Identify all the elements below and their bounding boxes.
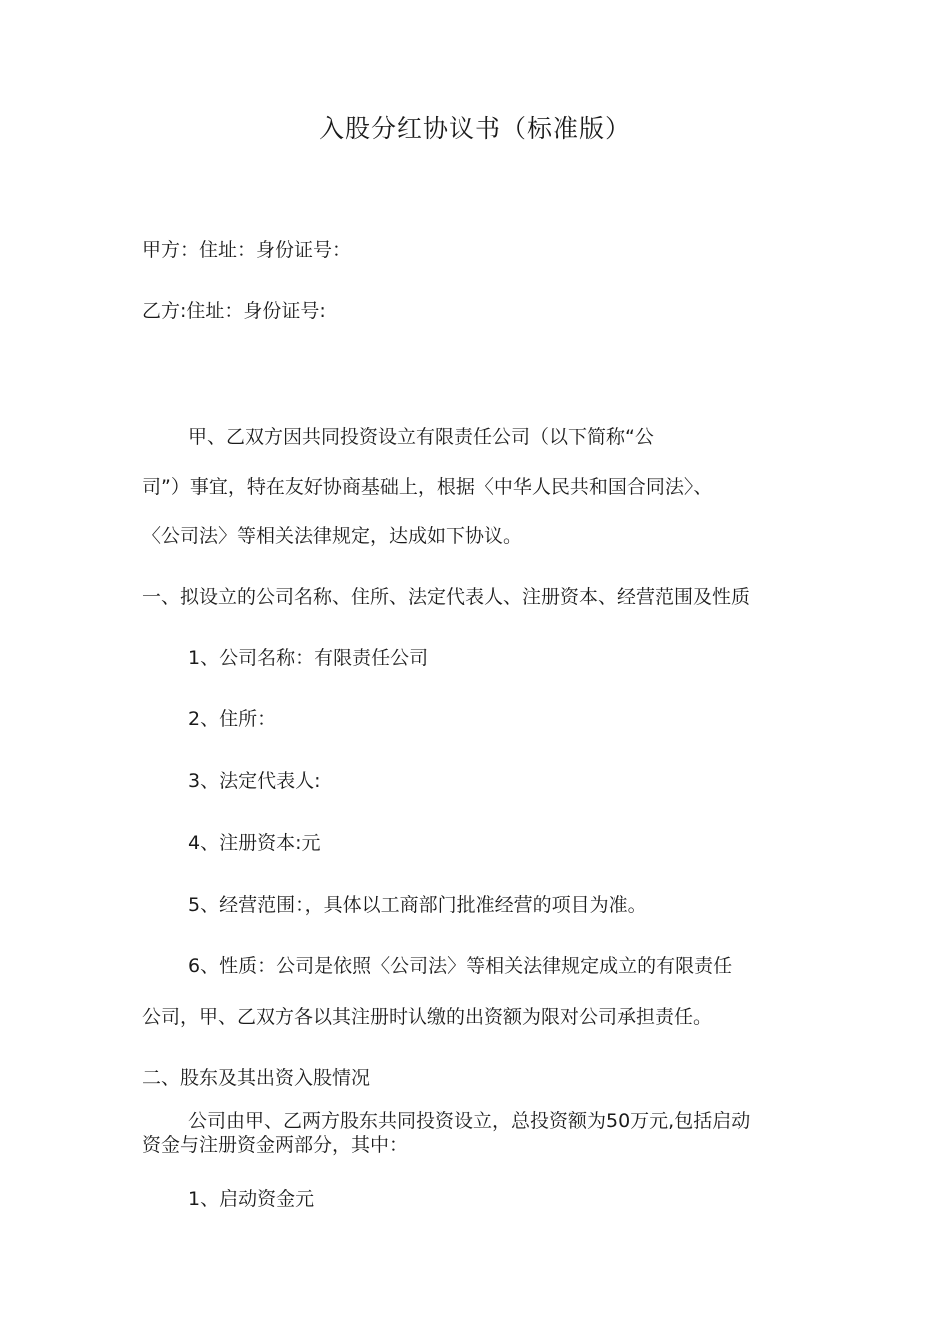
section2-para-line-1: 公司由甲、乙两方股东共同投资设立，总投资额为50万元,包括启动 <box>188 1110 751 1132</box>
section1-heading: 一、拟设立的公司名称、住所、法定代表人、注册资本、经营范围及性质 <box>142 586 751 608</box>
section1-item-2: 2、住所： <box>188 708 277 730</box>
section1-item-1: 1、公司名称：有限责任公司 <box>188 647 429 669</box>
section2-item-1: 1、启动资金元 <box>188 1188 315 1210</box>
intro-line-1: 甲、乙双方因共同投资设立有限责任公司（以下简称“公 <box>188 426 654 448</box>
section1-item-6-cont: 公司，甲、乙双方各以其注册时认缴的出资额为限对公司承担责任。 <box>142 1006 713 1028</box>
section1-item-3: 3、法定代表人: <box>188 770 321 792</box>
party-b-line: 乙方:住址：身份证号: <box>142 300 326 322</box>
party-a-line: 甲方：住址：身份证号： <box>142 239 352 261</box>
section2-heading: 二、股东及其出资入股情况 <box>142 1067 371 1089</box>
intro-line-2: 司”）事宜，特在友好协商基础上，根据〈中华人民共和国合同法〉、 <box>142 476 713 498</box>
intro-line-3: 〈公司法〉等相关法律规定，达成如下协议。 <box>142 525 523 547</box>
section1-item-4: 4、注册资本:元 <box>188 832 321 854</box>
document-title: 入股分红协议书（标准版） <box>318 114 631 143</box>
section1-item-6: 6、性质：公司是依照〈公司法〉等相关法律规定成立的有限责任 <box>188 955 733 977</box>
section2-para-line-2: 资金与注册资金两部分，其中： <box>142 1134 409 1156</box>
section1-item-5: 5、经营范围：，具体以工商部门批准经营的项目为准。 <box>188 894 647 916</box>
